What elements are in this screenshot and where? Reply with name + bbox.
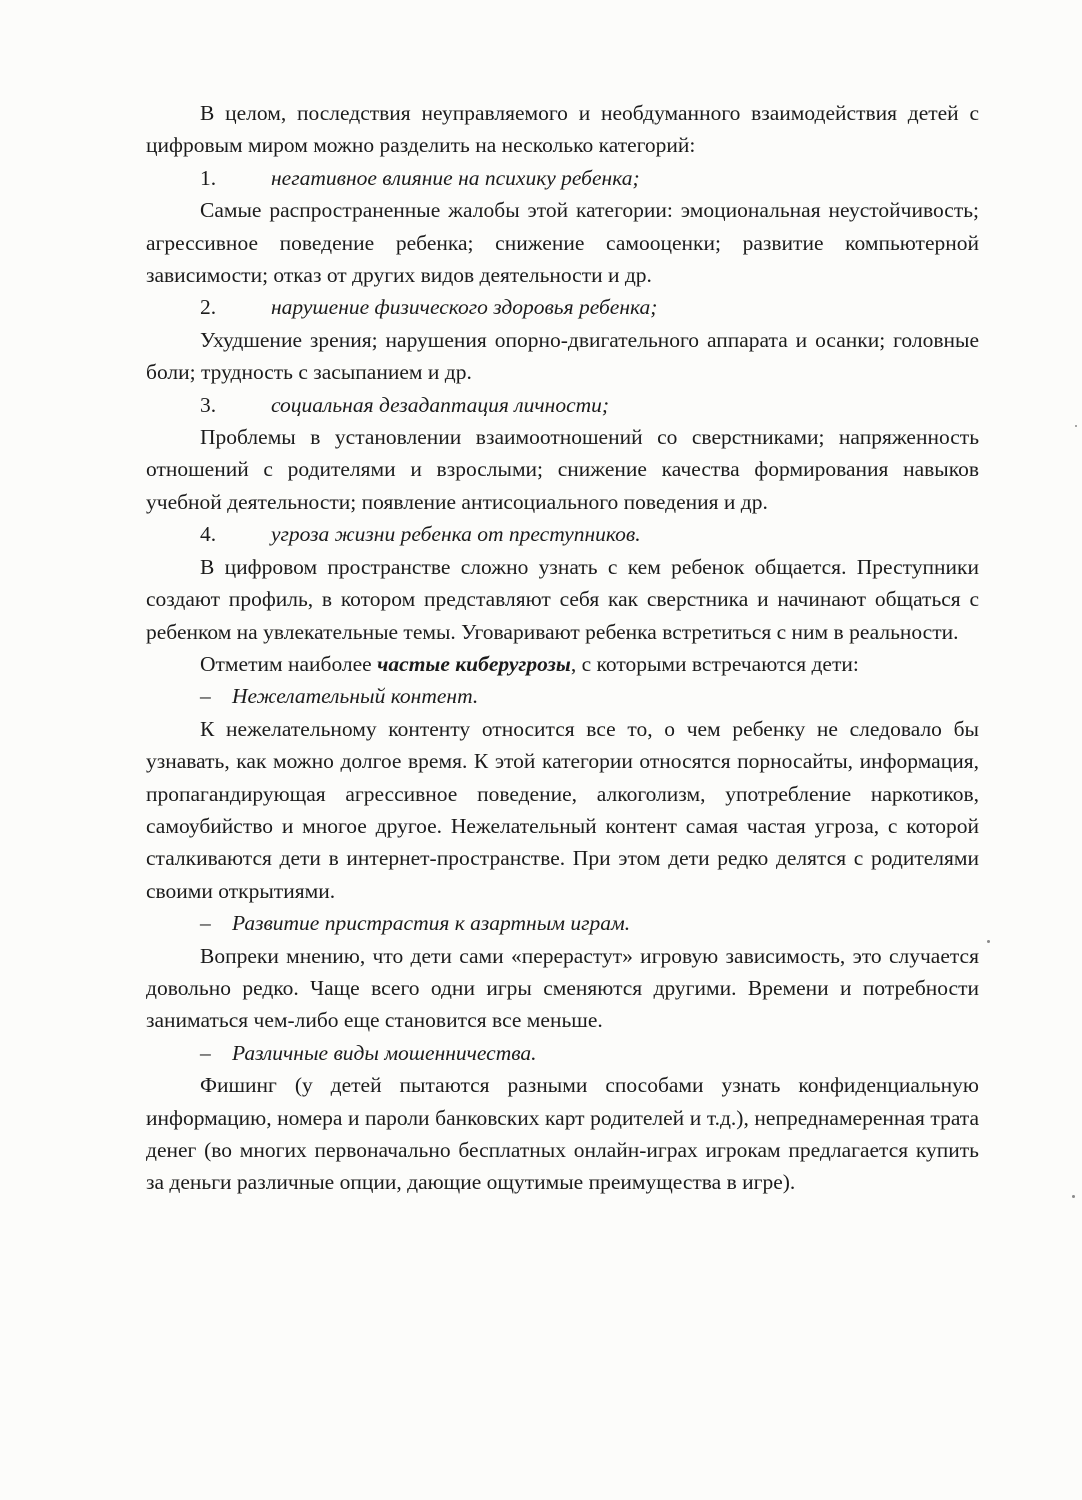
scan-speck [1072,1195,1075,1198]
threat-1-dash: – [200,684,211,709]
category-1-text: Самые распространенные жалобы этой категории: эмоциональная неустойчивость; агрессивное поведение ребенка; снижение самооценки; развитие компьютерной зависимости; отказ от других видов деятельности и др. [146,198,979,288]
threat-2-title: Развитие пристрастия к азартным играм. [232,911,631,936]
threat-3-heading [146,1037,979,1069]
threats-intro-before: Отметим наиболее [200,651,378,676]
scan-speck [1075,425,1077,427]
category-3-text: Проблемы в установлении взаимоотношений со сверстниками; напряженность отношений с родителями и взрослыми; снижение качества формирования навыков учебной деятельности; появление антисоциального поведения и др. [146,425,979,514]
category-1-number: 1. [200,165,217,190]
category-4-number: 4. [200,522,217,547]
threats-intro [146,648,979,680]
threat-3-text: Фишинг (у детей пытаются разными способами узнать конфиденциальную информацию, номера и пароли банковских карт родителей и т.д.), непреднамеренная трата денег (во многих первоначально бесплатных онлайн-играх игрокам предлагается купить за деньги различные опции, дающие ощутимые преимущества в игре). [146,1073,979,1195]
category-4-text: В цифровом пространстве сложно узнать с кем ребенок общается. Преступники создают профиль, в котором представляют себя как сверстника и начинают общаться с ребенком на увлекательные темы. Уговаривают ребенка встретиться с ним в реальности. [146,554,979,644]
category-2-title: нарушение физического здоровья ребенка; [271,295,658,320]
threat-1-title: Нежелательный контент. [232,684,479,709]
intro-paragraph: В целом, последствия неуправляемого и необдуманного взаимодействия детей с цифровым миром можно разделить на несколько категорий: [146,101,979,158]
document-body [146,97,979,1199]
threats-intro-emphasis: частые киберугрозы [377,651,571,676]
category-3-number: 3. [200,392,217,417]
category-2-text: Ухудшение зрения; нарушения опорно-двигательного аппарата и осанки; головные боли; трудность с засыпанием и др. [146,327,979,385]
category-2-number: 2. [200,295,217,320]
category-2-heading [146,291,979,323]
threat-3-title: Различные виды мошенничества. [232,1040,537,1065]
scan-speck [987,940,990,943]
category-3-title: социальная дезадаптация личности; [271,392,610,417]
threat-1-heading [146,680,979,712]
category-4-title: угроза жизни ребенка от преступников. [271,522,641,547]
threat-2-dash: – [200,911,211,936]
threat-3-dash: – [200,1040,211,1065]
category-4-heading [146,518,979,550]
category-3-heading [146,389,979,421]
category-1-title: негативное влияние на психику ребенка; [271,165,640,190]
category-1-heading [146,162,979,194]
threat-2-text: Вопреки мнению, что дети сами «перерастут» игровую зависимость, это случается довольно редко. Чаще всего одни игры сменяются другими. Времени и потребности заниматься чем-либо еще становится все меньше. [146,943,979,1033]
threat-1-text: К нежелательному контенту относится все то, о чем ребенку не следовало бы узнавать, как можно долгое время. К этой категории относятся порносайты, информация, пропагандирующая агрессивное поведение, алкоголизм, употребление наркотиков, самоубийство и многое другое. Нежелательный контент самая частая угроза, с которой сталкиваются дети в интернет-пространстве. При этом дети редко делятся с родителями своими открытиями. [146,716,979,903]
threats-intro-after: , с которыми встречаются дети: [570,651,859,676]
threat-2-heading [146,907,979,939]
